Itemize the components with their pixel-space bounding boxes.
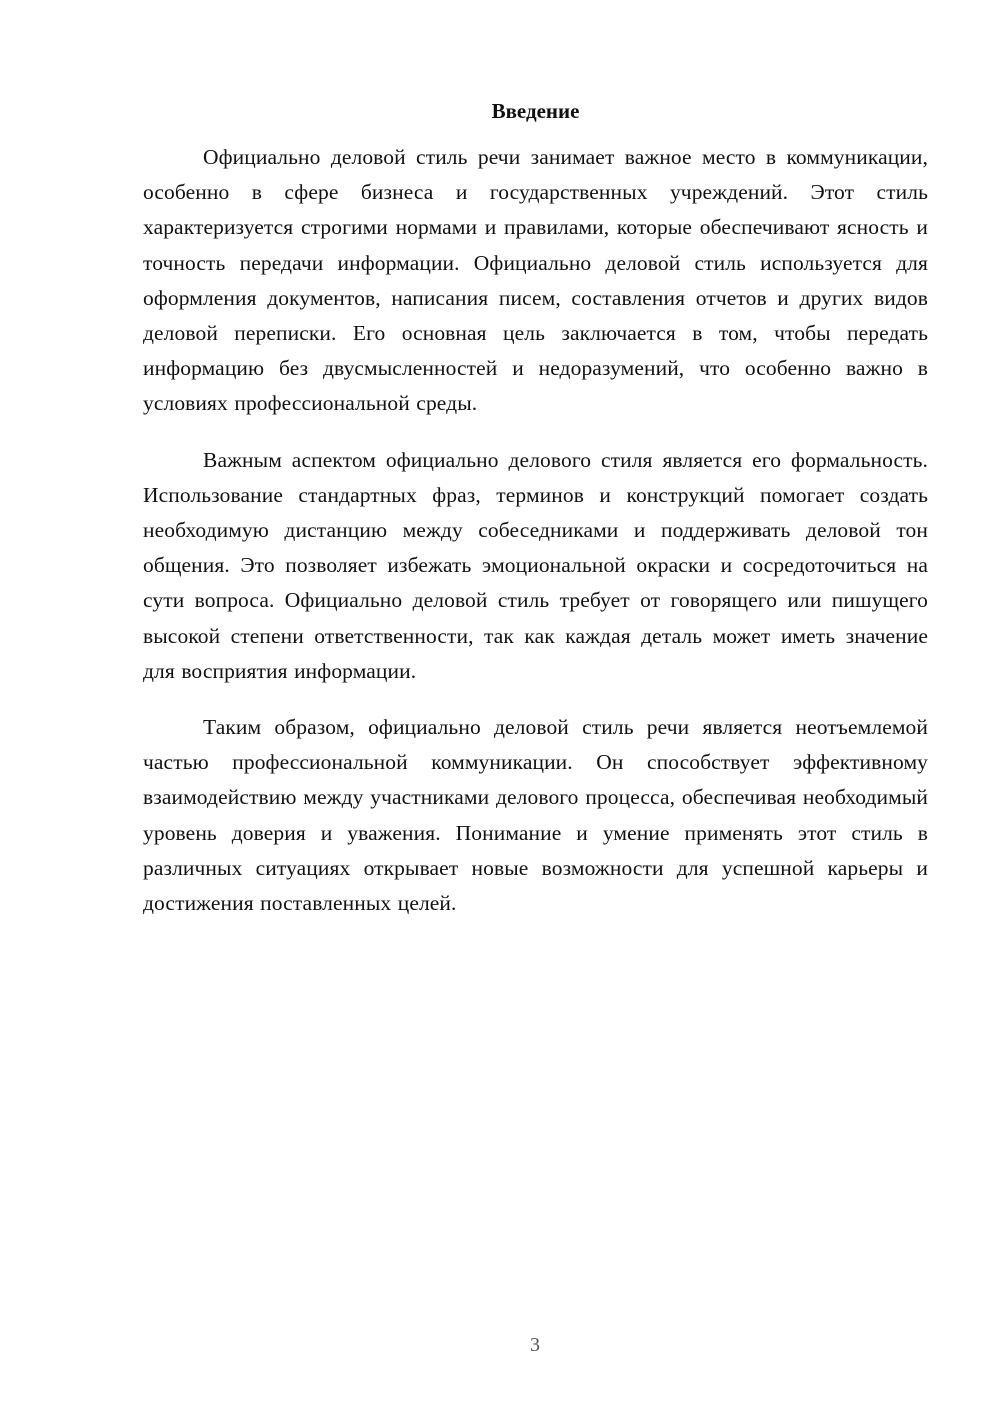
paragraph-3: Таким образом, официально деловой стиль речи является неотъемлемой частью профессиональной коммуникации. Он способствует эффективному взаимодействию между участниками делового процесса, обеспечивая необходимый уровень доверия и уважения. Понимание и умение применять этот стиль в различных ситуациях открывает новые возможности для успешной карьеры и достижения поставленных целей. xyxy=(143,715,928,916)
page-number: 3 xyxy=(530,1334,540,1356)
paragraph-1: Официально деловой стиль речи занимает важное место в коммуникации, особенно в сфере бизнеса и государственных учреждений. Этот стиль характеризуется строгими нормами и правилами, которые обеспечивают ясность и точность передачи информации. Официально деловой стиль используется для оформления документов, написания писем, составления отчетов и других видов деловой переписки. Его основная цель заключается в том, чтобы передать информацию без двусмысленностей и недоразумений, что особенно важно в условиях профессиональной среды. xyxy=(143,145,928,416)
paragraph-2: Важным аспектом официально делового стиля является его формальность. Использование стандартных фраз, терминов и конструкций помогает создать необходимую дистанцию между собеседниками и поддерживать деловой тон общения. Это позволяет избежать эмоциональной окраски и сосредоточиться на сути вопроса. Официально деловой стиль требует от говорящего или пишущего высокой степени ответственности, так как каждая деталь может иметь значение для восприятия информации. xyxy=(143,447,928,683)
section-heading: Введение xyxy=(491,99,580,123)
page-content xyxy=(143,96,928,942)
